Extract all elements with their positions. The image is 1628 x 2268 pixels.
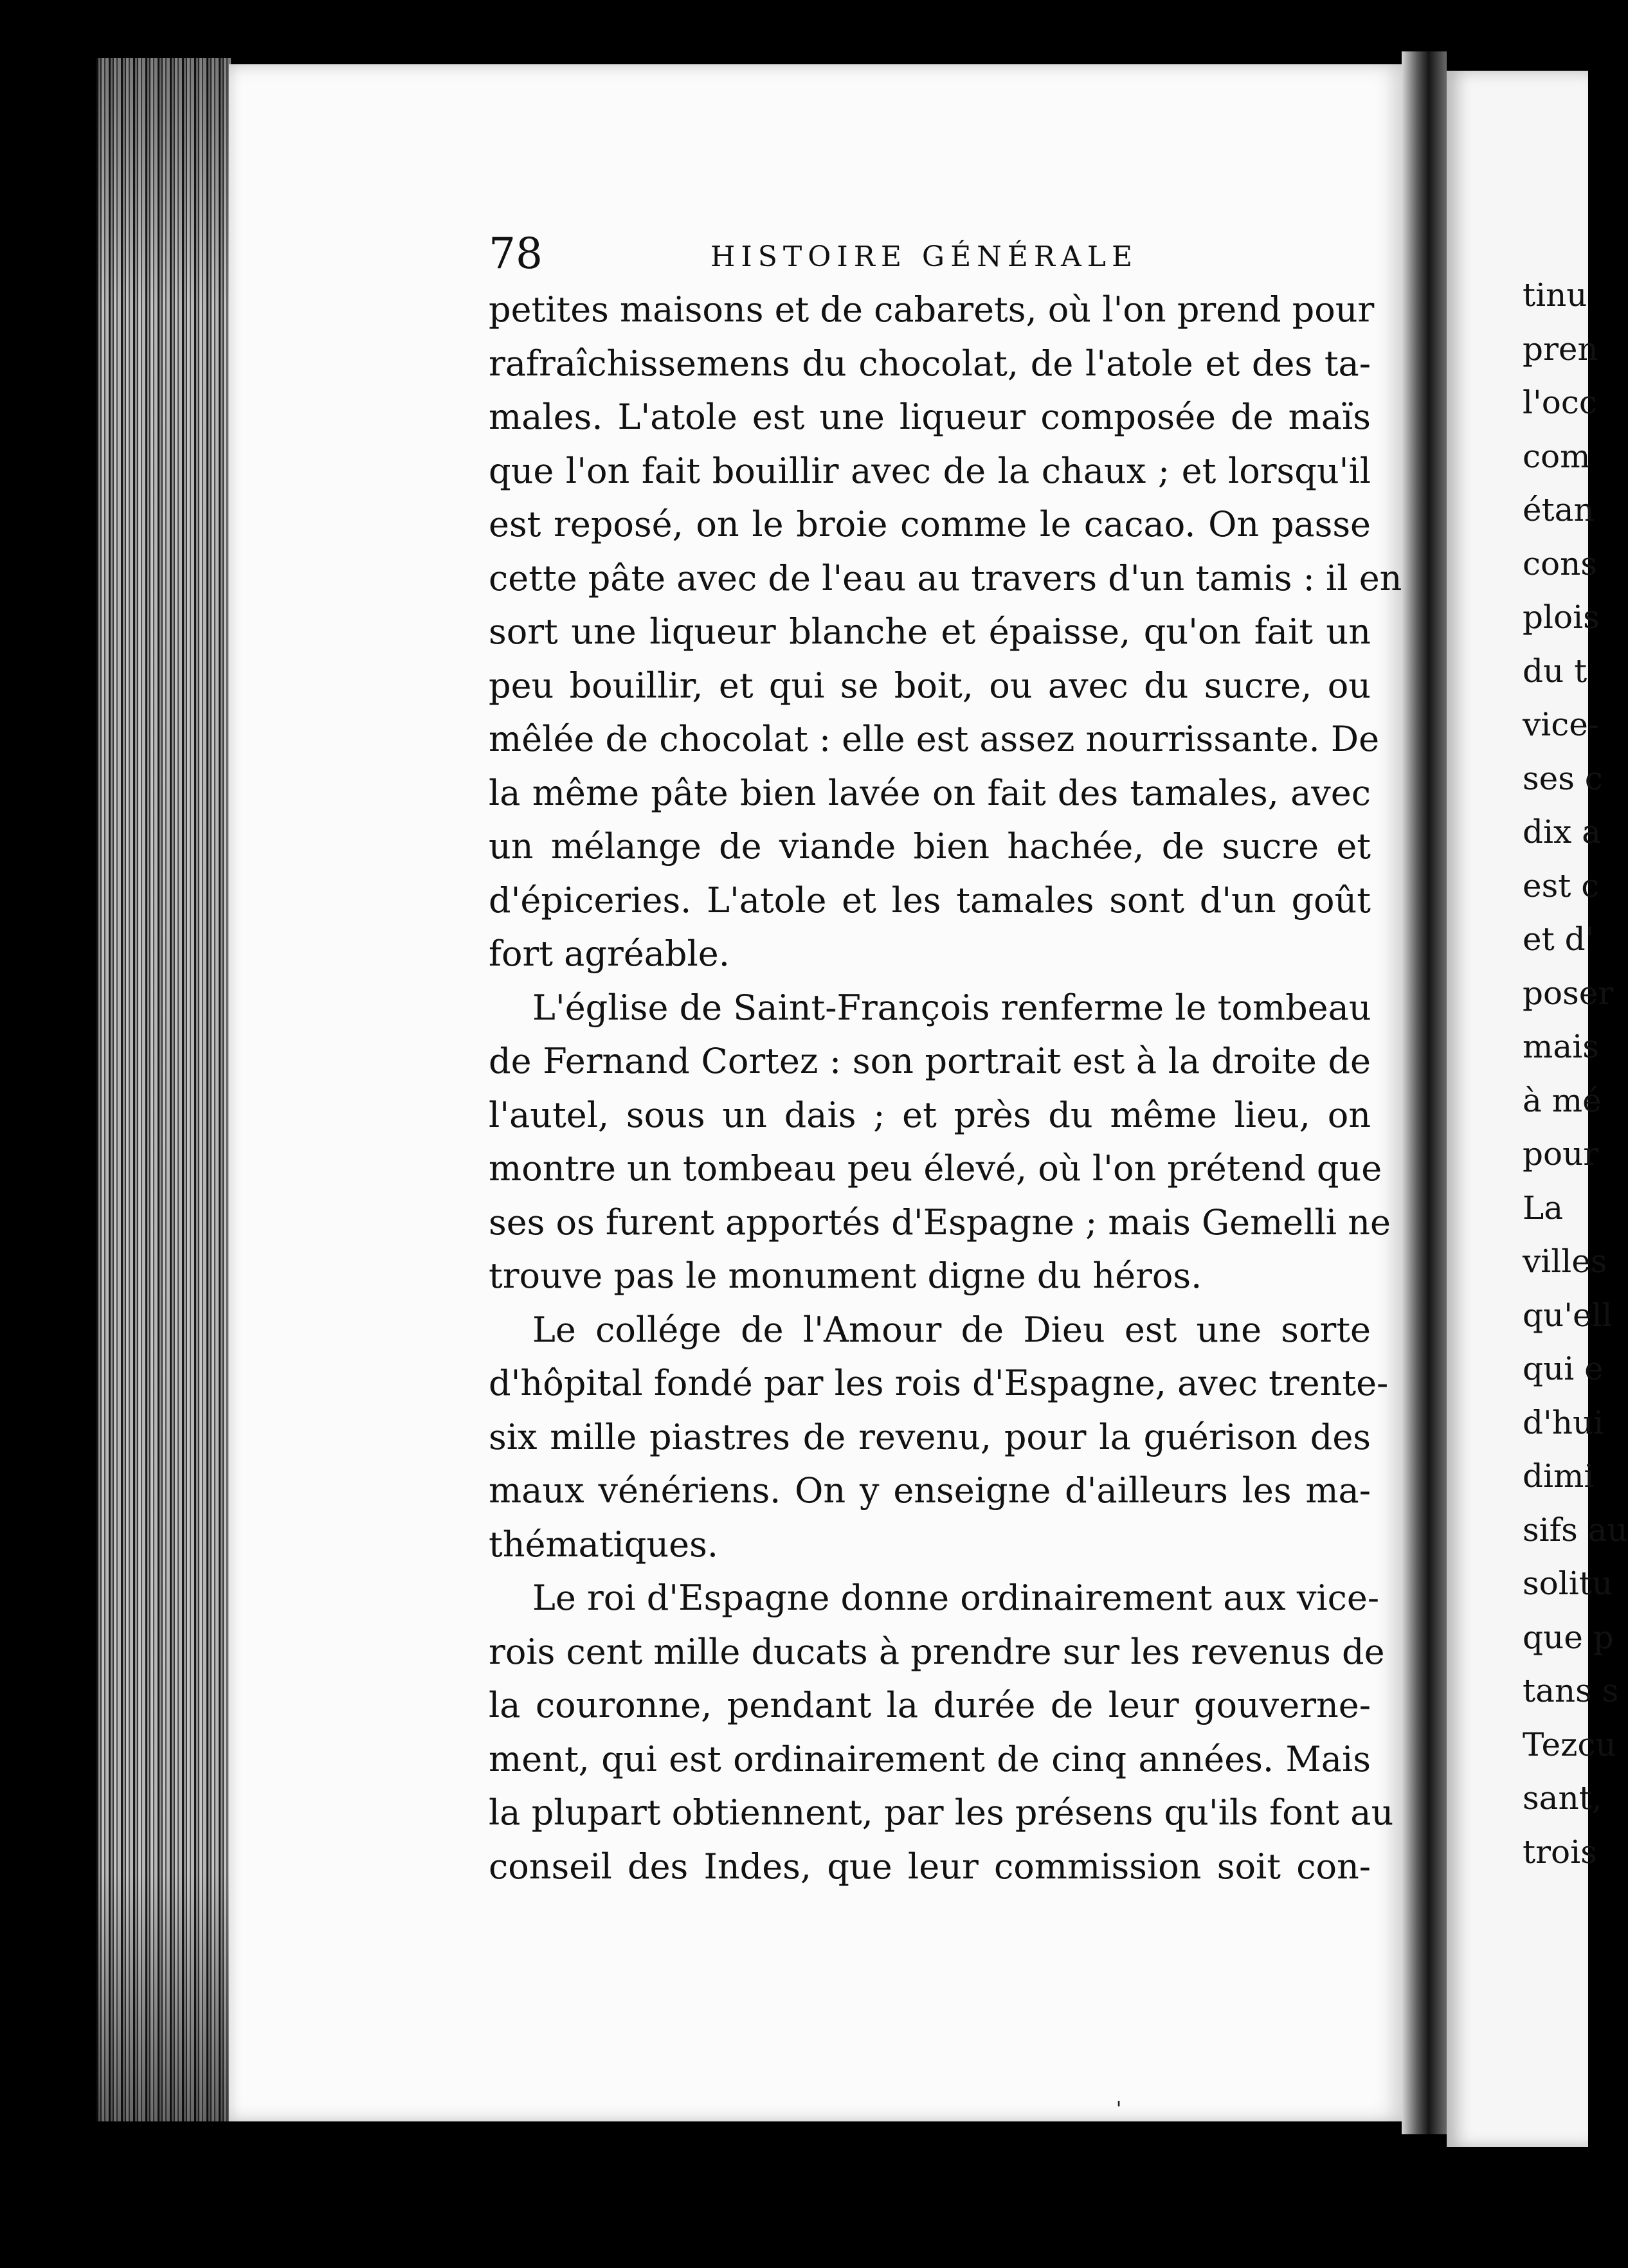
right-page-fragment: qu'ell <box>1523 1296 1613 1334</box>
right-page-fragment: pour <box>1523 1135 1599 1173</box>
text-line: Le collége de l'Amour de Dieu est une sorte <box>532 1309 1371 1350</box>
page-number: 78 <box>489 229 543 278</box>
text-line: petites maisons et de cabarets, où l'on prend pour <box>489 289 1375 330</box>
right-page-fragment: ses c <box>1523 759 1603 797</box>
right-page-fragment: du t <box>1523 652 1587 690</box>
ink-speck: ˌ <box>1116 2083 1122 2109</box>
page-body-text <box>489 283 1402 1893</box>
right-page-fragment: et d' <box>1523 921 1595 958</box>
text-line: est reposé, on le broie comme le cacao. On passe <box>489 504 1371 544</box>
right-page-fragment: dimi <box>1523 1457 1595 1495</box>
book-gutter <box>1402 51 1447 2134</box>
right-page-text-fragments <box>1523 269 1628 1879</box>
right-page-fragment: pren <box>1523 330 1598 368</box>
right-page-fragment: dix a <box>1523 813 1601 851</box>
text-line: cette pâte avec de l'eau au travers d'un tamis : il en <box>489 557 1402 598</box>
right-page-fragment: tans s <box>1523 1672 1619 1709</box>
text-line: maux vénériens. On y enseigne d'ailleurs les ma- <box>489 1470 1371 1511</box>
right-page-fragment: sifs au <box>1523 1511 1628 1549</box>
right-page-fragment: à mé <box>1523 1081 1602 1119</box>
right-page-fragment: est c <box>1523 867 1600 905</box>
text-line: L'église de Saint-François renferme le tombeau <box>532 987 1371 1028</box>
text-line: l'autel, sous un dais ; et près du même lieu, on <box>489 1094 1371 1135</box>
right-page-fragment: d'hui <box>1523 1403 1604 1441</box>
text-line: peu bouillir, et qui se boit, ou avec du sucre, ou <box>489 665 1371 706</box>
text-line: thématiques. <box>489 1524 718 1565</box>
right-page-fragment: cons <box>1523 544 1597 582</box>
text-line: d'hôpital fondé par les rois d'Espagne, avec trente- <box>489 1363 1389 1403</box>
text-line: rois cent mille ducats à prendre sur les revenus de <box>489 1631 1385 1672</box>
text-line: la même pâte bien lavée on fait des tamales, avec <box>489 772 1371 813</box>
right-page-fragment: trois <box>1523 1833 1597 1871</box>
right-page-fragment: com <box>1523 437 1591 475</box>
right-page-fragment: mais <box>1523 1028 1599 1065</box>
text-line: d'épiceries. L'atole et les tamales sont d'un goût <box>489 879 1371 921</box>
text-line: que l'on fait bouillir avec de la chaux ; et lorsqu'il <box>489 450 1371 491</box>
text-line: la couronne, pendant la durée de leur gouverne- <box>489 1685 1371 1725</box>
right-page-fragment: tinu <box>1523 276 1587 314</box>
right-page-fragment: villes <box>1523 1243 1607 1280</box>
right-page-fragment: l'occ <box>1523 384 1597 421</box>
text-line: males. L'atole est une liqueur composée de maïs <box>489 397 1371 437</box>
right-page-fragment: étan <box>1523 491 1595 528</box>
right-page-fragment: poser <box>1523 974 1614 1012</box>
right-page-fragment: Tezcu <box>1523 1725 1616 1763</box>
text-line: rafraîchissemens du chocolat, de l'atole et des ta- <box>489 343 1371 384</box>
right-page-fragment: que p <box>1523 1618 1614 1656</box>
right-page-fragment: La <box>1523 1189 1564 1227</box>
right-page-fragment: qui e <box>1523 1350 1604 1387</box>
right-page-fragment: solitu <box>1523 1565 1613 1602</box>
text-line: mêlée de chocolat : elle est assez nourrissante. De <box>489 719 1380 759</box>
running-head: HISTOIRE GÉNÉRALE <box>710 240 1139 273</box>
text-line: un mélange de viande bien hachée, de sucre et <box>489 826 1371 867</box>
right-page-fragment: sant, <box>1523 1779 1602 1817</box>
text-line: ses os furent apportés d'Espagne ; mais Gemelli ne <box>489 1202 1391 1243</box>
text-line: fort agréable. <box>489 933 730 974</box>
text-line: ment, qui est ordinairement de cinq années. Mais <box>489 1738 1371 1779</box>
text-line: montre un tombeau peu élevé, où l'on prétend que <box>489 1148 1382 1189</box>
text-line: sort une liqueur blanche et épaisse, qu'on fait un <box>489 611 1371 652</box>
right-page-fragment: plois <box>1523 598 1600 636</box>
text-line: conseil des Indes, que leur commission soit con- <box>489 1846 1371 1887</box>
text-line: de Fernand Cortez : son portrait est à la droite de <box>489 1041 1371 1081</box>
right-page-fragment: vice- <box>1523 706 1599 743</box>
text-line: trouve pas le monument digne du héros. <box>489 1256 1202 1296</box>
page-header <box>489 228 1376 280</box>
text-line: six mille piastres de revenu, pour la guérison des <box>489 1416 1371 1457</box>
text-line: la plupart obtiennent, par les présens qu'ils font au <box>489 1792 1394 1833</box>
text-line: Le roi d'Espagne donne ordinairement aux vice- <box>532 1578 1380 1618</box>
fore-edge-shadow <box>96 58 231 2121</box>
